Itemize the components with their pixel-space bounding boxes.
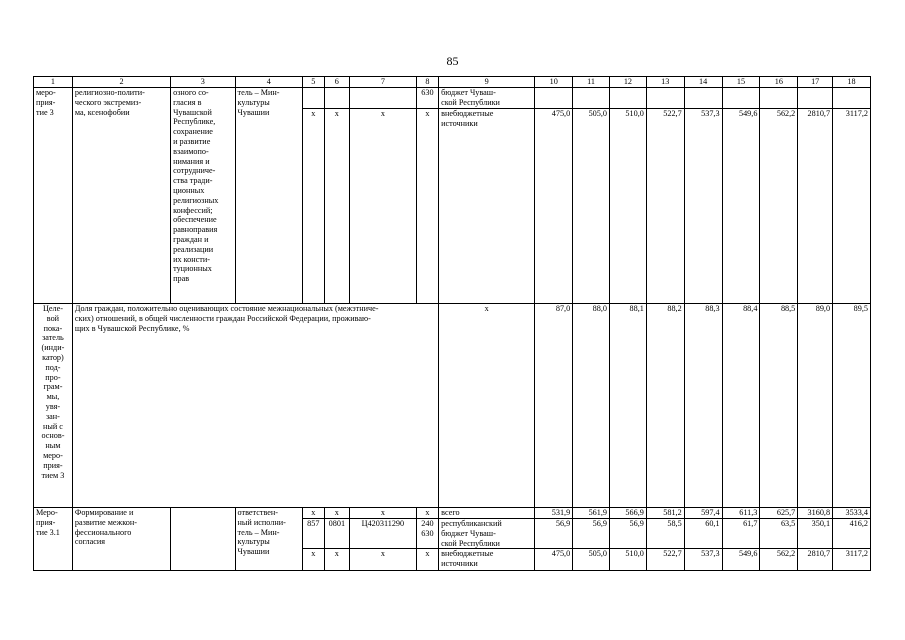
- value-cell: 61,7: [722, 519, 760, 549]
- value-cell: 625,7: [760, 508, 798, 519]
- column-header: 15: [722, 77, 760, 88]
- measure-3-cell: меро- прия- тие 3: [34, 88, 73, 304]
- column-header: 14: [684, 77, 722, 88]
- value-cell: 89,0: [798, 304, 833, 508]
- value-cell: 581,2: [646, 508, 684, 519]
- value-cell: 89,5: [833, 304, 871, 508]
- table-row: [34, 88, 871, 109]
- cell: [684, 88, 722, 109]
- value-cell: 505,0: [573, 549, 610, 571]
- value-cell: 522,7: [646, 549, 684, 571]
- cell: x: [439, 304, 535, 508]
- value-cell: 88,4: [722, 304, 760, 508]
- value-cell: 3160,8: [798, 508, 833, 519]
- value-cell: 562,2: [760, 109, 798, 304]
- value-cell: 88,1: [610, 304, 647, 508]
- value-cell: 561,9: [573, 508, 610, 519]
- cell: [833, 88, 871, 109]
- column-header: 10: [535, 77, 573, 88]
- column-header: 5: [303, 77, 324, 88]
- funding-source: внебюджетные источники: [439, 109, 535, 304]
- cell: [722, 88, 760, 109]
- value-cell: 88,5: [760, 304, 798, 508]
- measure-3-executor: тель – Мин- культуры Чувашии: [235, 88, 303, 304]
- cell: [171, 508, 235, 571]
- value-cell: 611,3: [722, 508, 760, 519]
- column-header: 16: [760, 77, 798, 88]
- cell: x: [350, 109, 417, 304]
- cell: x: [303, 109, 324, 304]
- value-cell: 88,3: [684, 304, 722, 508]
- column-header: 6: [324, 77, 350, 88]
- cell: [646, 88, 684, 109]
- cell: x: [416, 508, 439, 519]
- value-cell: 537,3: [684, 549, 722, 571]
- cell: [760, 88, 798, 109]
- header-row: [34, 77, 871, 88]
- value-cell: 3533,4: [833, 508, 871, 519]
- indicator-row: [34, 304, 871, 508]
- funding-source: бюджет Чуваш- ской Республики: [439, 88, 535, 109]
- indicator-label: Целе- вой пока- затель (инди- катор) под- про- грам- мы, увя- зан- ный с основ- ным меро- прия- тием 3: [34, 304, 73, 508]
- cell: 857: [303, 519, 324, 549]
- column-header: 12: [610, 77, 647, 88]
- cell: x: [416, 109, 439, 304]
- value-cell: 522,7: [646, 109, 684, 304]
- cell: [324, 88, 350, 109]
- value-cell: 475,0: [535, 549, 573, 571]
- value-cell: 56,9: [535, 519, 573, 549]
- cell: 0801: [324, 519, 350, 549]
- value-cell: 88,0: [573, 304, 610, 508]
- cell: x: [303, 508, 324, 519]
- value-cell: 549,6: [722, 549, 760, 571]
- value-cell: 58,5: [646, 519, 684, 549]
- cell: [350, 88, 417, 109]
- measure-3-1-title: Формирование и развитие межкон- фессионального согласия: [72, 508, 170, 571]
- cell: x: [324, 508, 350, 519]
- value-cell: 56,9: [610, 519, 647, 549]
- value-cell: 566,9: [610, 508, 647, 519]
- value-cell: 562,2: [760, 549, 798, 571]
- value-cell: 60,1: [684, 519, 722, 549]
- column-header: 18: [833, 77, 871, 88]
- column-header: 9: [439, 77, 535, 88]
- value-cell: 3117,2: [833, 549, 871, 571]
- column-header: 13: [646, 77, 684, 88]
- column-header: 8: [416, 77, 439, 88]
- cell: x: [324, 109, 350, 304]
- value-cell: 597,4: [684, 508, 722, 519]
- cell: x: [416, 549, 439, 571]
- value-cell: 2810,7: [798, 549, 833, 571]
- value-cell: 510,0: [610, 109, 647, 304]
- cell: x: [303, 549, 324, 571]
- cell: Ц420311290: [350, 519, 417, 549]
- value-cell: 87,0: [535, 304, 573, 508]
- indicator-text: Доля граждан, положительно оценивающих состояние межнациональных (межэтниче- ских) отношений, в общей численности граждан Российской Федерации, проживаю- щих в Чувашской Республике, %: [72, 304, 438, 508]
- value-cell: 537,3: [684, 109, 722, 304]
- column-header: 7: [350, 77, 417, 88]
- value-cell: 3117,2: [833, 109, 871, 304]
- value-cell: 531,9: [535, 508, 573, 519]
- cell: [798, 88, 833, 109]
- value-cell: 505,0: [573, 109, 610, 304]
- page-number: 85: [446, 54, 459, 68]
- measure-3-title: религиозно-полити- ческого экстремиз- ма, ксенофобии: [72, 88, 170, 304]
- program-table: [33, 76, 871, 571]
- value-cell: 475,0: [535, 109, 573, 304]
- value-cell: 549,6: [722, 109, 760, 304]
- funding-source: республиканский бюджет Чуваш- ской Республики: [439, 519, 535, 549]
- funding-source: внебюджетные источники: [439, 549, 535, 571]
- column-header: 17: [798, 77, 833, 88]
- funding-source: всего: [439, 508, 535, 519]
- table-row: [34, 508, 871, 519]
- column-header: 4: [235, 77, 303, 88]
- cell: [303, 88, 324, 109]
- column-header: 11: [573, 77, 610, 88]
- cell: x: [324, 549, 350, 571]
- value-cell: 510,0: [610, 549, 647, 571]
- cell: x: [350, 508, 417, 519]
- cell: 240 630: [416, 519, 439, 549]
- value-cell: 350,1: [798, 519, 833, 549]
- cell: [573, 88, 610, 109]
- cell: [610, 88, 647, 109]
- cell: 630: [416, 88, 439, 109]
- value-cell: 416,2: [833, 519, 871, 549]
- cell: x: [350, 549, 417, 571]
- value-cell: 88,2: [646, 304, 684, 508]
- column-header: 3: [171, 77, 235, 88]
- value-cell: 56,9: [573, 519, 610, 549]
- value-cell: 2810,7: [798, 109, 833, 304]
- cell: [535, 88, 573, 109]
- measure-3-1-cell: Меро- прия- тие 3.1: [34, 508, 73, 571]
- measure-3-goal: озного со- гласия в Чувашской Республике, сохранение и развитие взаимопо- нимания и сотрудниче- ства тради- ционных религиозных конфессий; обеспечение равноправия граждан и реализации их консти- туционных прав: [171, 88, 235, 304]
- measure-3-1-executor: ответствен- ный исполни- тель – Мин- культуры Чувашии: [235, 508, 303, 571]
- column-header: 1: [34, 77, 73, 88]
- value-cell: 63,5: [760, 519, 798, 549]
- column-header: 2: [72, 77, 170, 88]
